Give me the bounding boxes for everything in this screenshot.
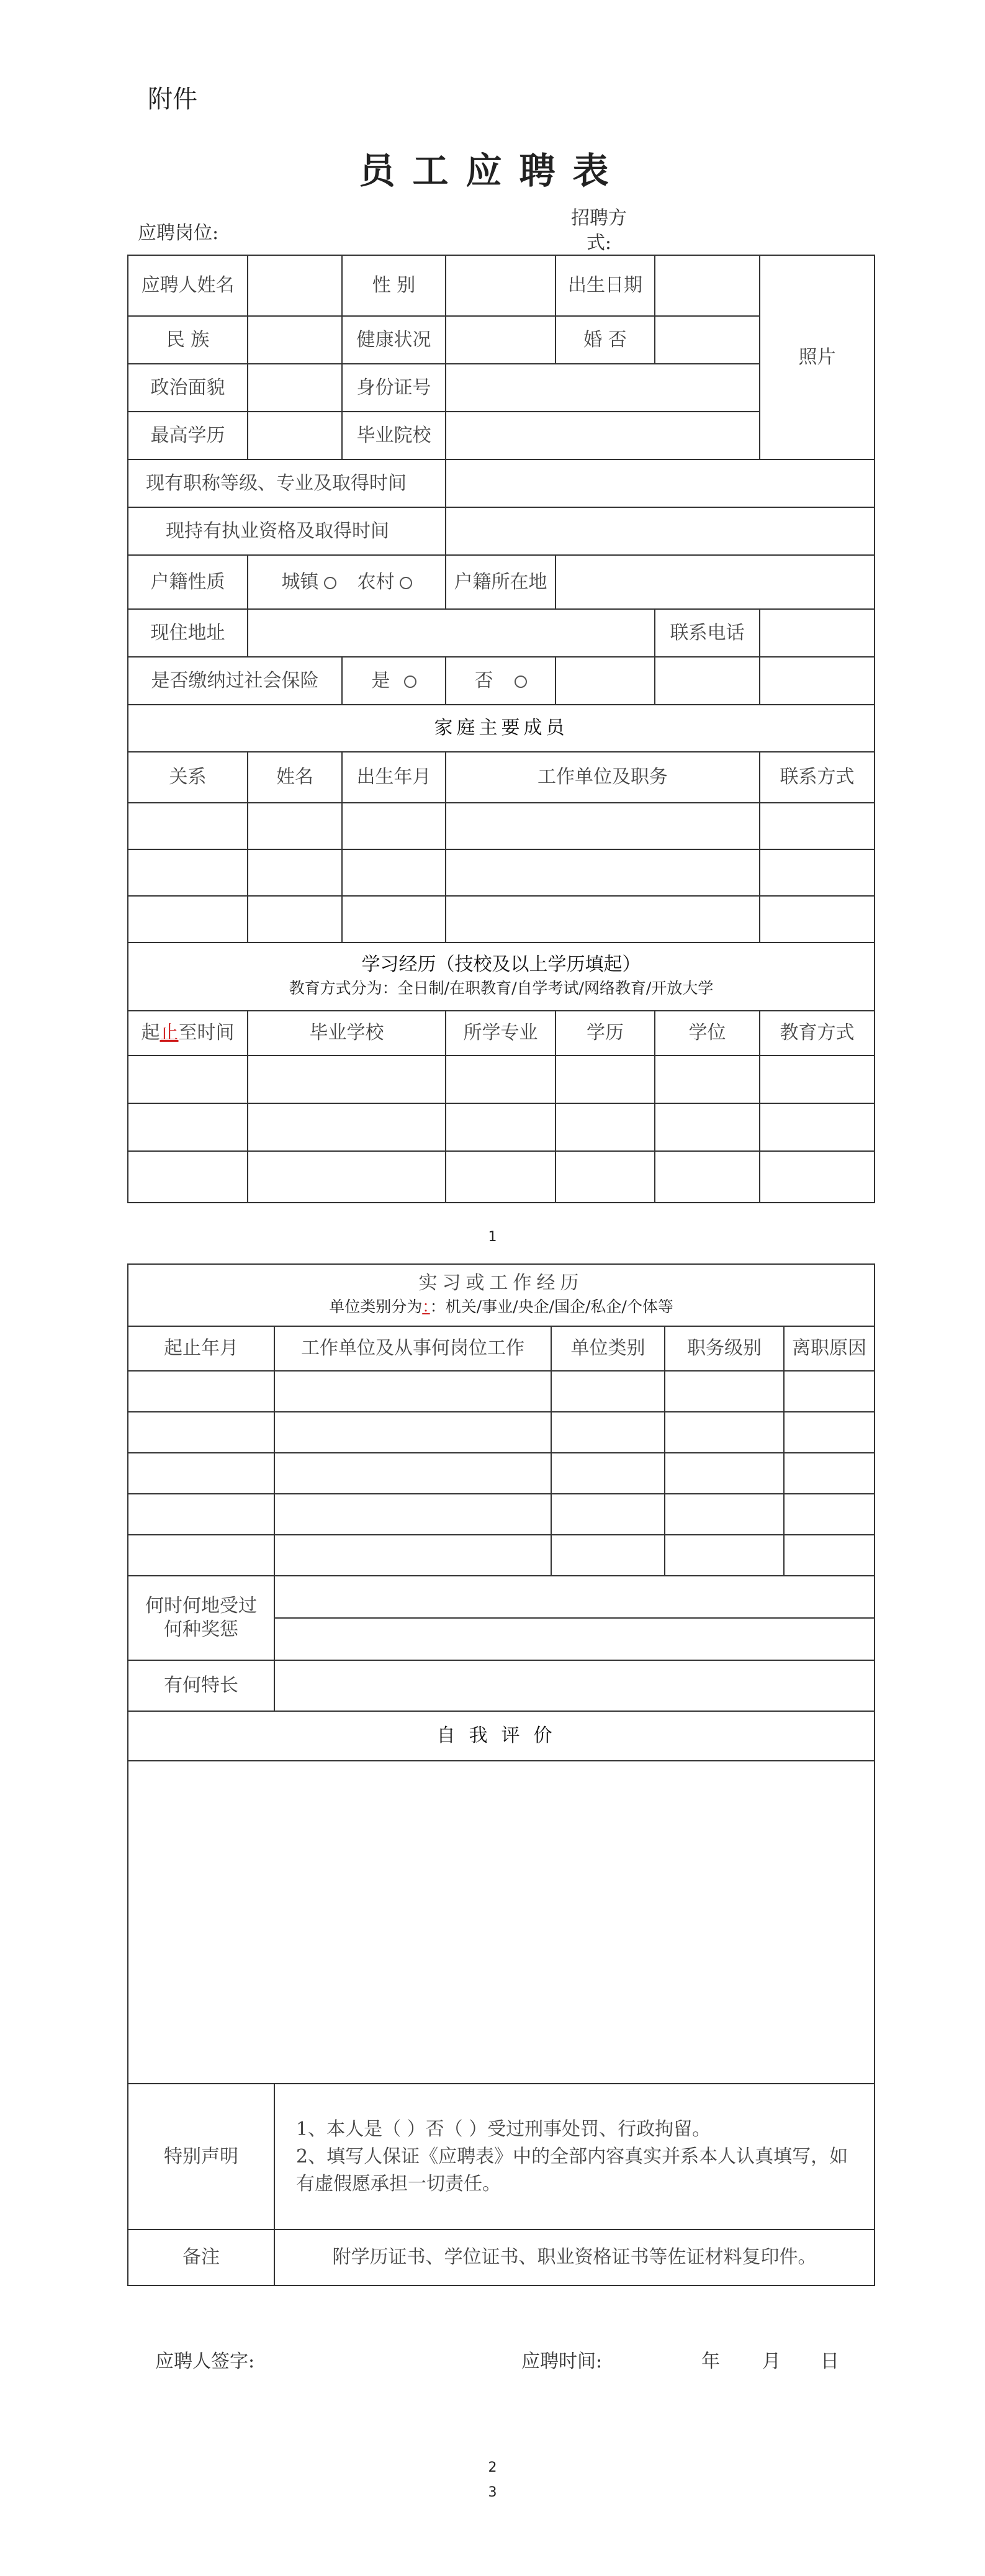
work-section-subtitle: 单位类别分为：：机关/事业/央企/国企/私企/个体等: [329, 1298, 673, 1316]
insurance-label: 是否缴纳过社会保险: [128, 657, 342, 705]
name-field[interactable]: [248, 255, 342, 316]
political-field[interactable]: [248, 364, 342, 412]
study-row: [128, 1055, 875, 1103]
declaration-line-2: 2、填写人保证《应聘表》中的全部内容真实并系本人认真填写，如有虚假愿承担一切责任。: [296, 2145, 848, 2195]
awards-field[interactable]: [274, 1618, 875, 1660]
day-label: 日: [821, 2351, 839, 2372]
skills-label: 有何特长: [128, 1660, 274, 1711]
address-label: 现住地址: [128, 609, 248, 657]
page-number: 2: [488, 2460, 497, 2475]
phone-label: 联系电话: [655, 609, 760, 657]
work-section-title: 实习或工作经历: [418, 1272, 584, 1294]
study-header-degree: 学位: [655, 1011, 760, 1055]
recruit-method-label: 招聘方 式:: [571, 207, 627, 254]
page-title: 员工应聘表: [359, 150, 626, 192]
study-row: [128, 1103, 875, 1151]
insurance-yes-radio[interactable]: [404, 676, 416, 688]
study-header-degree-level: 学历: [555, 1011, 655, 1055]
gender-field[interactable]: [446, 255, 555, 316]
marital-label: 婚 否: [555, 316, 655, 364]
study-section-title: 学习经历（技校及以上学历填起）: [361, 954, 641, 975]
certificates-label: 现持有执业资格及取得时间: [128, 507, 446, 555]
hukou-place-label: 户籍所在地: [446, 555, 555, 609]
address-field[interactable]: [248, 609, 655, 657]
application-form-page1: [127, 255, 875, 1203]
school-label: 毕业院校: [342, 412, 446, 459]
id-number-label: 身份证号: [342, 364, 446, 412]
insurance-no-option[interactable]: 否: [446, 657, 555, 705]
blank-cell: [760, 657, 875, 705]
work-row: [128, 1494, 875, 1535]
certificates-field[interactable]: [446, 507, 875, 555]
education-field[interactable]: [248, 412, 342, 459]
declaration-line-1: 1、本人是（ ）否（ ）受过刑事处罚、行政拘留。: [296, 2118, 711, 2140]
school-field[interactable]: [446, 412, 760, 459]
study-header-school: 毕业学校: [248, 1011, 446, 1055]
awards-label: 何时何地受过何种奖惩: [128, 1576, 274, 1660]
education-label: 最高学历: [128, 412, 248, 459]
hukou-place-field[interactable]: [555, 555, 875, 609]
ethnicity-label: 民 族: [128, 316, 248, 364]
political-label: 政治面貌: [128, 364, 248, 412]
attachment-label: 附件: [148, 85, 197, 114]
work-row: [128, 1412, 875, 1453]
year-label: 年: [701, 2351, 720, 2372]
gender-label: 性 别: [342, 255, 446, 316]
self-eval-field[interactable]: [128, 1761, 875, 2084]
family-header-work: 工作单位及职务: [446, 752, 760, 803]
study-row: [128, 1151, 875, 1203]
rural-radio[interactable]: [400, 577, 412, 589]
study-header-mode: 教育方式: [760, 1011, 875, 1055]
urban-radio[interactable]: [324, 577, 336, 589]
study-section-header: [128, 942, 875, 1011]
title-level-field[interactable]: [446, 459, 875, 507]
study-header-period: 起止至时间: [128, 1011, 248, 1055]
work-row: [128, 1371, 875, 1412]
birth-date-field[interactable]: [655, 255, 760, 316]
work-header-unit-type: 单位类别: [551, 1326, 665, 1371]
position-label: 应聘岗位:: [138, 222, 219, 244]
blank-cell: [655, 657, 760, 705]
family-row: [128, 849, 875, 896]
declaration-label: 特别声明: [128, 2084, 274, 2230]
self-eval-title: 自我评价: [128, 1711, 875, 1761]
marital-field[interactable]: [655, 316, 760, 364]
blank-cell: [555, 657, 655, 705]
signer-label: 应聘人签字:: [155, 2351, 255, 2372]
work-row: [128, 1453, 875, 1494]
family-section-title: 家庭主要成员: [128, 705, 875, 752]
rural-option[interactable]: 农村: [358, 571, 412, 593]
remarks-label: 备注: [128, 2230, 274, 2285]
family-header-name: 姓名: [248, 752, 342, 803]
birth-date-label: 出生日期: [555, 255, 655, 316]
month-label: 月: [762, 2351, 781, 2372]
study-section-subtitle: 教育方式分为：全日制/在职教育/自学考试/网络教育/开放大学: [289, 979, 714, 997]
ethnicity-field[interactable]: [248, 316, 342, 364]
skills-field[interactable]: [274, 1660, 875, 1711]
work-header-reason: 离职原因: [784, 1326, 875, 1371]
health-label: 健康状况: [342, 316, 446, 364]
photo-box[interactable]: 照片: [760, 255, 875, 459]
application-form-page2: [127, 1263, 875, 2286]
id-number-field[interactable]: [446, 364, 760, 412]
work-header-period: 起止年月: [128, 1326, 274, 1371]
declaration-text: [274, 2084, 875, 2230]
awards-field[interactable]: [274, 1576, 875, 1618]
work-section-header: [128, 1264, 875, 1326]
health-field[interactable]: [446, 316, 555, 364]
title-level-label: 现有职称等级、专业及取得时间: [128, 459, 446, 507]
work-header-rank: 职务级别: [665, 1326, 784, 1371]
insurance-no-radio[interactable]: [515, 676, 527, 688]
family-row: [128, 896, 875, 942]
date-label: 应聘时间:: [521, 2351, 603, 2372]
family-header-relation: 关系: [128, 752, 248, 803]
phone-field[interactable]: [760, 609, 875, 657]
family-header-birth: 出生年月: [342, 752, 446, 803]
insurance-yes-option[interactable]: 是: [342, 657, 446, 705]
page-number: 3: [488, 2485, 497, 2500]
hukou-type-label: 户籍性质: [128, 555, 248, 609]
family-header-contact: 联系方式: [760, 752, 875, 803]
work-header-employer: 工作单位及从事何岗位工作: [274, 1326, 551, 1371]
family-row: [128, 803, 875, 849]
name-label: 应聘人姓名: [128, 255, 248, 316]
remarks-text: 附学历证书、学位证书、职业资格证书等佐证材料复印件。: [274, 2230, 875, 2285]
work-row: [128, 1535, 875, 1576]
page-number: 1: [488, 1229, 497, 1245]
hukou-type-options: [248, 555, 446, 609]
study-header-major: 所学专业: [446, 1011, 555, 1055]
urban-option[interactable]: 城镇: [282, 571, 336, 593]
